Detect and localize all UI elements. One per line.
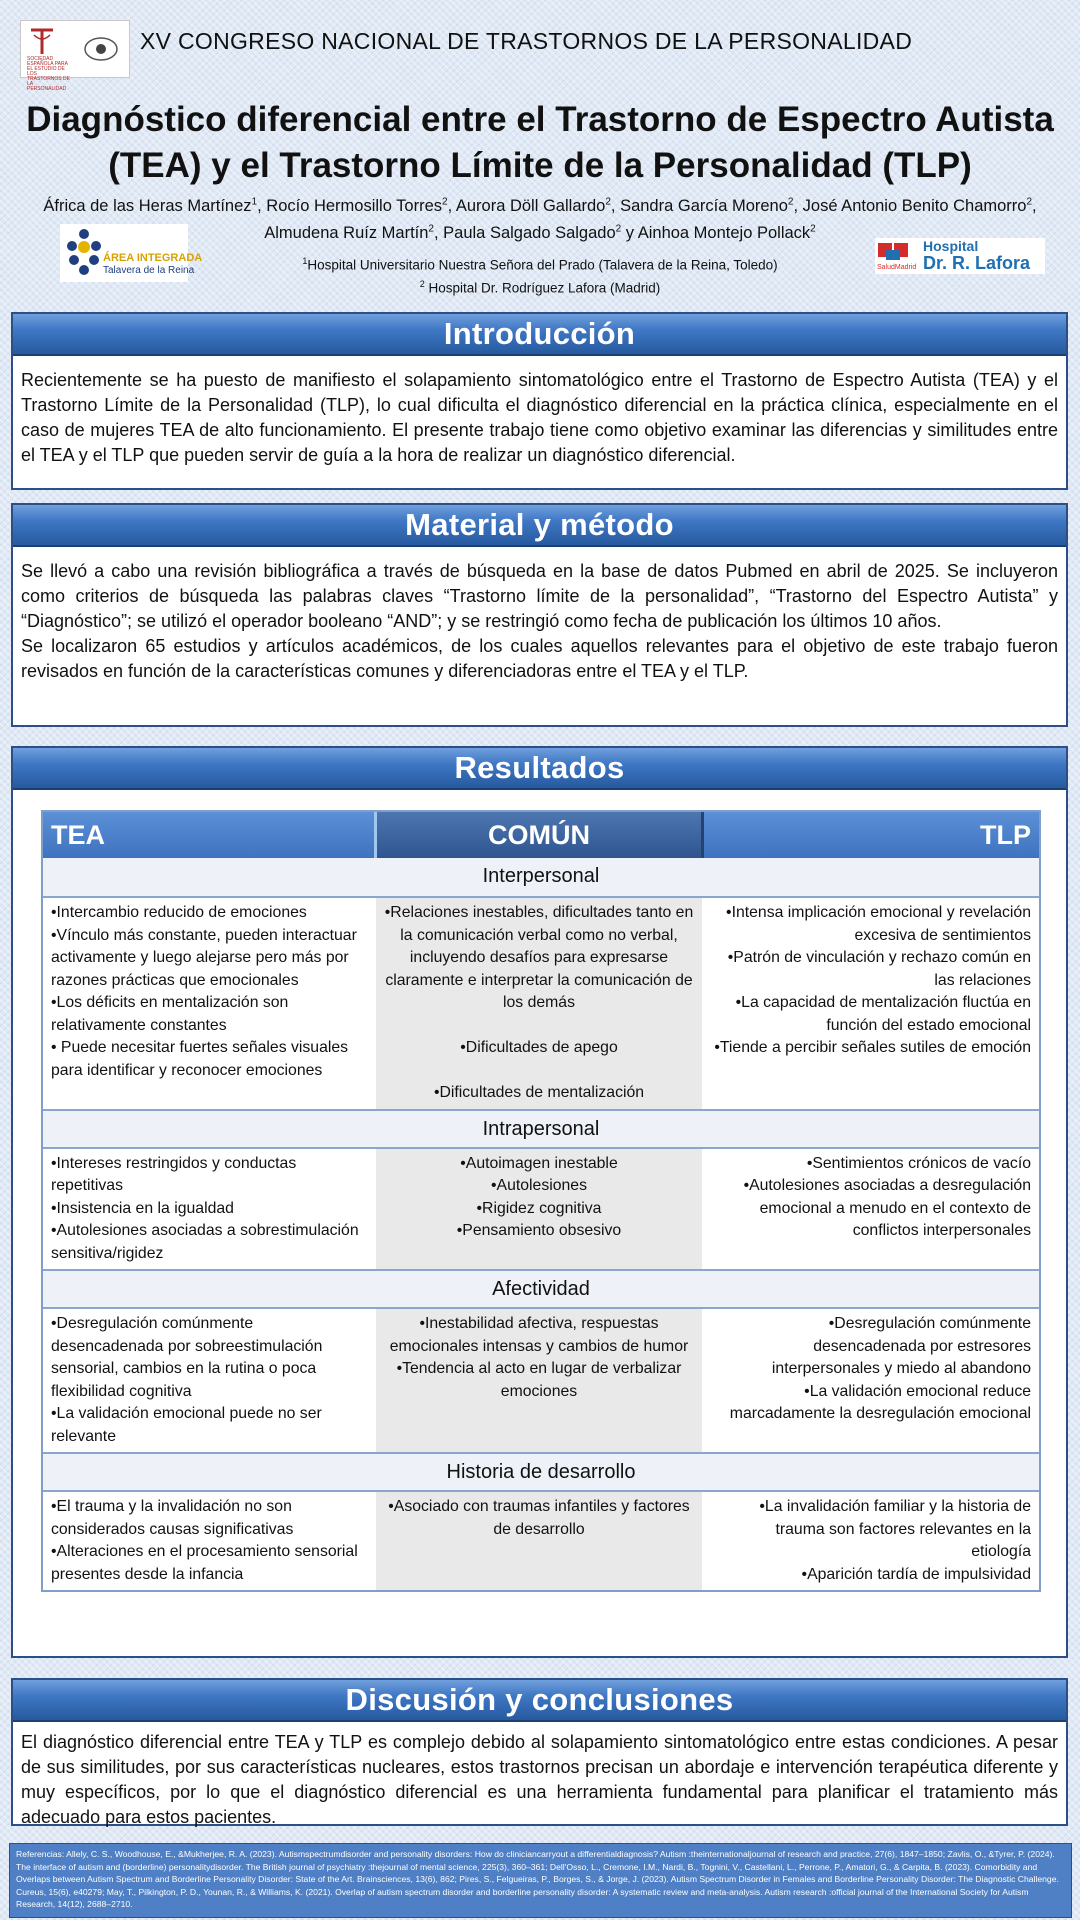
list-item: •Desregulación comúnmente desencadenada por sobreestimulación sensorial, cambios en la rutina o poca flexibilidad cognitiva xyxy=(51,1315,323,1400)
list-item: •Patrón de vinculación y rechazo común en las relaciones xyxy=(727,949,1031,989)
category-row: Afectividad xyxy=(43,1269,1039,1309)
author: Sandra García Moreno$^2$, xyxy=(620,196,803,215)
method-paragraph-1: Se llevó a cabo una revisión bibliográfica a través de búsqueda en la base de datos Pubmed en abril de 2025. Se incluyeron como criterios de búsqueda las palabras claves “Trastorno límite de la personalidad”, “Trastorno del Espectro Autista” y “Diagnóstico”; se utilizó el operador booleano “AND”; y se restringió como fecha de publicación los últimos 10 años. xyxy=(21,561,1058,631)
area-integrada-subtitle: Talavera de la Reina xyxy=(103,265,195,276)
author: Rocío Hermosillo Torres$^2$, xyxy=(266,196,456,215)
affiliations xyxy=(200,252,880,297)
table-row xyxy=(43,898,1039,1109)
spacer xyxy=(384,1015,694,1038)
author: José Antonio Benito Chamorro$^2$, xyxy=(802,196,1037,215)
category-row: Intrapersonal xyxy=(43,1109,1039,1149)
tea-cell xyxy=(43,1149,374,1270)
hospital-lafora-logo xyxy=(875,238,1045,274)
list-item: •Intercambio reducido de emociones xyxy=(51,904,307,921)
list-item: •Alteraciones en el procesamiento sensorial presentes desde la infancia xyxy=(51,1543,358,1583)
section-title: Introducción xyxy=(13,314,1066,356)
list-item: •Dificultades de mentalización xyxy=(433,1084,645,1101)
sept-logo-mark-icon xyxy=(27,27,57,57)
area-integrada-logo xyxy=(60,224,203,282)
salud-madrid-mark-icon xyxy=(877,241,919,271)
category-row: Interpersonal xyxy=(43,858,1039,898)
poster-title-line1: Diagnóstico diferencial entre el Trastorno de Espectro Autista xyxy=(26,100,1054,139)
column-header-tea: TEA xyxy=(51,820,105,850)
author: Almudena Ruíz Martín$^2$, xyxy=(264,223,444,242)
section-body xyxy=(13,547,1066,684)
section-body xyxy=(13,1722,1066,1830)
author: Aurora Döll Gallardo$^2$, xyxy=(455,196,621,215)
list-item: •Vínculo más constante, pueden interactuar activamente y luego alejarse pero más por razones prácticas que emocionales xyxy=(51,926,357,989)
list-item: •Asociado con traumas infantiles y factores de desarrollo xyxy=(388,1498,690,1538)
list-item: •Intensa implicación emocional y revelación excesiva de sentimientos xyxy=(726,904,1031,944)
column-header-tlp: TLP xyxy=(980,820,1031,850)
area-integrada-mark-icon xyxy=(64,226,104,278)
list-item: •Sentimientos crónicos de vacío xyxy=(806,1154,1031,1172)
list-item: •Tiende a percibir señales sutiles de emoción xyxy=(714,1039,1031,1056)
list-item: •La validación emocional puede no ser relevante xyxy=(51,1405,322,1445)
poster-title xyxy=(10,97,1070,189)
hospital-name: Dr. R. Lafora xyxy=(923,253,1031,273)
list-item: •Autoimagen inestable xyxy=(460,1154,618,1172)
list-item: •Los déficits en mentalización son relativamente constantes xyxy=(51,994,289,1034)
list-item: •La capacidad de mentalización fluctúa en función del estado emocional xyxy=(735,994,1031,1034)
method-paragraph-2: Se localizaron 65 estudios y artículos académicos, de los cuales aquellos relevantes para el objetivo de este trabajo fueron revisados en función de la características comunes y diferenciadoras entre el TEA y el TLP. xyxy=(21,636,1058,681)
list-item: •La invalidación familiar y la historia de trauma son factores relevantes en la etiología xyxy=(759,1498,1031,1560)
tlp-cell xyxy=(704,1309,1039,1452)
affiliation-2: $^2$ Hospital Dr. Rodríguez Lafora (Madrid) xyxy=(419,278,661,295)
list-item: •La validación emocional reduce marcadamente la desregulación emocional xyxy=(729,1382,1031,1422)
results-table xyxy=(41,810,1041,1592)
tea-cell xyxy=(43,898,374,1109)
sept-logo-text: SOCIEDAD ESPAÑOLA PARA EL ESTUDIO DE LOS TRASTORNOS DE LA PERSONALIDAD xyxy=(27,56,70,92)
section-title: Material y método xyxy=(13,505,1066,547)
eye-icon xyxy=(81,31,121,67)
section-title: Discusión y conclusiones xyxy=(13,1680,1066,1722)
list-item: •Aparición tardía de impulsividad xyxy=(801,1565,1031,1583)
list-item: •Autolesiones xyxy=(491,1177,587,1194)
section-results xyxy=(11,746,1068,1658)
list-item: • Puede necesitar fuertes señales visuales para identificar y reconocer emociones xyxy=(51,1039,349,1079)
common-cell xyxy=(374,1149,704,1270)
sept-logo xyxy=(20,20,130,92)
congress-name: XV CONGRESO NACIONAL DE TRASTORNOS DE LA PERSONALIDAD xyxy=(140,28,913,54)
list-item: •Rigidez cognitiva xyxy=(476,1199,602,1217)
list-item: •Tendencia al acto en lugar de verbalizar emociones xyxy=(396,1360,682,1400)
list-item: •Dificultades de apego xyxy=(460,1039,618,1056)
intro-text: Recientemente se ha puesto de manifiesto el solapamiento sintomatológico entre el Trastorno de Espectro Autista (TEA) y el Trastorno Límite de la Personalidad (TLP), lo cual dificulta el diagnóstico diferencial en la práctica clínica, especialmente en el caso de mujeres TEA de alto funcionamiento. El presente trabajo tiene como objetivo examinar las diferencias y similitudes entre el TEA y el TLP que pueden servir de guía a la hora de realizar un diagnóstico diferencial. xyxy=(21,370,1058,465)
tea-cell xyxy=(43,1492,374,1590)
column-header-common: COMÚN xyxy=(374,812,704,858)
hospital-label: Hospital xyxy=(923,238,979,254)
author: Ainhoa Montejo Pollack$^2$ xyxy=(637,223,816,242)
results-table-body xyxy=(43,858,1039,1590)
section-discussion xyxy=(11,1678,1068,1826)
common-cell xyxy=(374,1309,704,1452)
common-cell xyxy=(374,1492,704,1590)
author: África de las Heras Martínez$^1$, xyxy=(43,196,267,215)
section-introduction xyxy=(11,312,1068,490)
section-title: Resultados xyxy=(13,748,1066,790)
list-item: •Relaciones inestables, dificultades tanto en la comunicación verbal como no verbal, incluyendo desafíos para expresarse claramente e interpretar la comunicación de los demás xyxy=(384,904,694,1011)
table-row xyxy=(43,1309,1039,1452)
list-item: •El trauma y la invalidación no son considerados causas significativas xyxy=(51,1498,294,1538)
list-item: •Inestabilidad afectiva, respuestas emocionales intensas y cambios de humor xyxy=(389,1315,689,1355)
section-body xyxy=(13,356,1066,468)
list-item: •Autolesiones asociadas a sobrestimulación sensitiva/rigidez xyxy=(51,1222,359,1262)
list-item: •Pensamiento obsesivo xyxy=(456,1222,622,1239)
author: Paula Salgado Salgado$^2$ y xyxy=(443,223,638,242)
spacer xyxy=(384,1060,694,1083)
tlp-cell xyxy=(704,1492,1039,1590)
section-method xyxy=(11,503,1068,727)
list-item: •Desregulación comúnmente desencadenada por estresores interpersonales y miedo al abandono xyxy=(771,1315,1031,1377)
references: Referencias: Allely, C. S., Woodhouse, E., &Mukherjee, R. A. (2023). Autismspectrumdisorder and personality disorders: How do cliniciancarryout a differentialdiagnosis? Autism :theinternationaljournal of research and practice, 27(6), 1847–1850; Zavlis, O., &Tyrer, P. (2024). The interface of autism and (borderline) personalitydisorder. The British journal of psychiatry :thejournal of mental science, 225(3), 360–361; Dell'Osso, L., Cremone, I.M., Nardi, B., Tognini, V., Castellani, L., Perrone, P., Amatori, G., & Carpita, B. (2023). Comorbidity and Overlaps between Autism Spectrum and Borderline Personality Disorder: State of the Art. Brainsciences, 13(6), 862; Pires, S., Felgueiras, P., Borges, S., & Jorge, J. (2023). Autism Spectrum Disorder in Females and Borderline Personality Disorder: The Diagnostic Challenge. Cureus, 15(6), e40279; May, T., Pilkington, P. D., Younan, R., & Williams, K. (2021). Overlap of autism spectrum disorder and borderline personality disorder: A systematic review and meta-analysis. Autism research :official journal of the International Society for Autism Research, 14(12), 2688–2710. xyxy=(9,1843,1072,1918)
category-row: Historia de desarrollo xyxy=(43,1452,1039,1492)
tlp-cell xyxy=(704,898,1039,1109)
table-row xyxy=(43,1149,1039,1270)
salud-madrid-text: SaludMadrid xyxy=(877,264,917,271)
area-integrada-title: ÁREA INTEGRADA xyxy=(103,252,203,264)
list-item: •Insistencia en la igualdad xyxy=(51,1199,234,1217)
list-item: •Autolesiones asociadas a desregulación emocional a menudo en el contexto de conflictos interpersonales xyxy=(743,1177,1031,1239)
results-table-header xyxy=(43,812,1039,858)
common-cell xyxy=(374,898,704,1109)
poster-title-line2: (TEA) y el Trastorno Límite de la Personalidad (TLP) xyxy=(108,146,972,185)
tea-cell xyxy=(43,1309,374,1452)
discussion-text: El diagnóstico diferencial entre TEA y TLP es complejo debido al solapamiento sintomatológico entre estas condiciones. A pesar de sus similitudes, por sus características nucleares, estos trastornos precisan un abordaje e intervención terapéutica diferente y muy específicos, por lo que el diagnóstico diferencial es una herramienta fundamental para planificar el tratamiento más adecuado para estos pacientes. xyxy=(21,1732,1058,1827)
table-row xyxy=(43,1492,1039,1590)
list-item: •Intereses restringidos y conductas repetitivas xyxy=(51,1154,297,1194)
affiliation-1: $^1$Hospital Universitario Nuestra Señora del Prado (Talavera de la Reina, Toledo) xyxy=(302,256,778,273)
tlp-cell xyxy=(704,1149,1039,1270)
